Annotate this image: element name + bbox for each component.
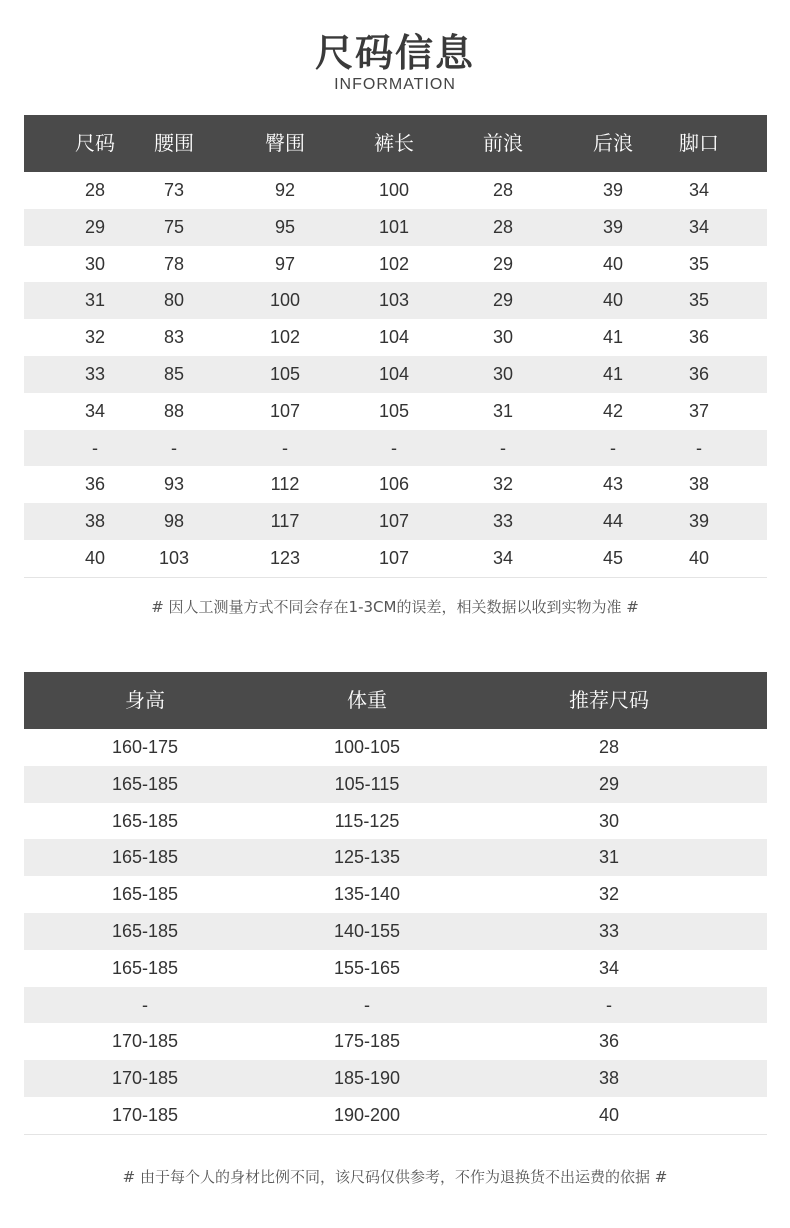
table-cell: 125-135 — [333, 847, 401, 868]
table-cell: 103 — [158, 547, 190, 568]
table-cell: 170-185 — [111, 1104, 179, 1125]
table-row — [24, 503, 767, 540]
table-cell: 36 — [598, 1031, 620, 1052]
table-cell: 40 — [602, 290, 624, 311]
table-cell: 28 — [492, 216, 514, 237]
table-cell: 102 — [269, 327, 301, 348]
table-cell: 85 — [163, 363, 185, 384]
table-cell: 73 — [163, 180, 185, 200]
table-cell: 175-185 — [333, 1031, 401, 1052]
table-header — [24, 115, 767, 172]
table-row — [24, 839, 767, 876]
table-cell: 40 — [84, 547, 106, 568]
table-cell: 29 — [492, 290, 514, 311]
table-cell: 37 — [688, 400, 710, 421]
table-cell: 75 — [163, 216, 185, 237]
table-cell: 135-140 — [333, 884, 401, 905]
table-cell: 33 — [492, 511, 514, 532]
table-cell: 34 — [598, 957, 620, 978]
table-cell: 83 — [163, 327, 185, 348]
table-row — [24, 430, 767, 467]
table-cell: 32 — [84, 327, 106, 348]
table-cell: 30 — [492, 363, 514, 384]
table-cell: 185-190 — [333, 1068, 401, 1089]
table-cell: 34 — [84, 400, 106, 421]
table-cell: 38 — [598, 1068, 620, 1089]
table-cell: 97 — [274, 253, 296, 274]
table-row — [24, 172, 767, 209]
table-cell: 38 — [688, 474, 710, 495]
table-cell: 41 — [602, 363, 624, 384]
table-cell: 45 — [602, 547, 624, 568]
column-header: 前浪 — [483, 131, 523, 155]
table-cell: 31 — [598, 847, 620, 868]
table-cell: 107 — [378, 547, 410, 568]
table-cell: 165-185 — [111, 773, 179, 794]
table-cell: 32 — [598, 884, 620, 905]
column-header: 腰围 — [154, 131, 194, 155]
table-cell: 123 — [269, 547, 301, 568]
column-header: 脚口 — [679, 131, 719, 155]
column-header: 推荐尺码 — [569, 688, 649, 712]
table-row — [24, 540, 767, 577]
table-cell: - — [282, 437, 288, 458]
table-cell: 38 — [84, 511, 106, 532]
table-cell: 29 — [492, 253, 514, 274]
column-header: 体重 — [347, 688, 387, 712]
table-row — [24, 766, 767, 803]
recommend-size-table — [24, 672, 767, 1135]
table-cell: 28 — [598, 737, 620, 757]
page-subtitle: INFORMATION — [334, 76, 456, 93]
table-cell: 29 — [84, 216, 106, 237]
table-cell: 140-155 — [333, 920, 401, 941]
column-header: 臀围 — [265, 131, 305, 155]
table-cell: - — [696, 437, 702, 458]
table-cell: 165-185 — [111, 884, 179, 905]
table-cell: 101 — [378, 216, 410, 237]
table-cell: 104 — [378, 363, 410, 384]
table-row — [24, 393, 767, 430]
table-cell: 88 — [163, 400, 185, 421]
table-bottom-divider — [24, 1134, 767, 1135]
table-cell: 160-175 — [111, 737, 179, 757]
table-cell: 105 — [269, 363, 301, 384]
reference-note: # 由于每个人的身材比例不同，该尺码仅供参考，不作为退换货不出运费的依据 # — [122, 1168, 668, 1186]
table-cell: 30 — [84, 253, 106, 274]
table-row — [24, 1097, 767, 1134]
table-cell: 32 — [492, 474, 514, 495]
table-cell: 165-185 — [111, 957, 179, 978]
table-cell: 115-125 — [334, 810, 400, 831]
table-cell: 105-115 — [334, 773, 400, 794]
table-cell: 30 — [598, 810, 620, 831]
table-cell: 40 — [602, 253, 624, 274]
table-cell: 190-200 — [333, 1104, 401, 1125]
table-row — [24, 987, 767, 1024]
table-cell: 117 — [270, 511, 300, 532]
column-header: 身高 — [125, 688, 165, 712]
table-cell: 103 — [378, 290, 410, 311]
table-cell: 40 — [688, 547, 710, 568]
table-cell: 29 — [598, 773, 620, 794]
table-cell: 93 — [163, 474, 185, 495]
table-cell: 170-185 — [111, 1068, 179, 1089]
table-cell: 80 — [163, 290, 185, 311]
table-cell: 30 — [492, 327, 514, 348]
table-row — [24, 466, 767, 503]
table-cell: 42 — [602, 400, 624, 421]
table-row — [24, 282, 767, 319]
table-cell: 39 — [602, 216, 624, 237]
table-cell: 100 — [269, 290, 301, 311]
table-row — [24, 1023, 767, 1060]
table-cell: 107 — [378, 511, 410, 532]
table-cell: 100 — [378, 180, 410, 200]
table-cell: 34 — [688, 216, 710, 237]
table-cell: 34 — [688, 180, 710, 200]
table-cell: 95 — [274, 216, 296, 237]
table-cell: 78 — [163, 253, 185, 274]
table-row — [24, 913, 767, 950]
table-cell: 100-105 — [333, 737, 401, 757]
table-cell: 44 — [602, 511, 624, 532]
table-cell: - — [606, 994, 612, 1015]
table-row — [24, 876, 767, 913]
table-row — [24, 729, 767, 766]
table-cell: 28 — [492, 180, 514, 200]
table-cell: 41 — [602, 327, 624, 348]
size-table — [24, 115, 767, 578]
table-cell: 155-165 — [333, 957, 401, 978]
table-cell: - — [92, 437, 98, 458]
table-cell: 31 — [492, 400, 514, 421]
table-cell: - — [171, 437, 177, 458]
table-header — [24, 672, 767, 729]
table-cell: 36 — [688, 327, 710, 348]
table-cell: 35 — [688, 253, 710, 274]
table-cell: 39 — [602, 180, 624, 200]
table-cell: 165-185 — [111, 847, 179, 868]
table-cell: 31 — [84, 290, 106, 311]
table-cell: 104 — [378, 327, 410, 348]
column-header: 裤长 — [374, 131, 414, 155]
table-cell: 43 — [602, 474, 624, 495]
table-cell: - — [610, 437, 616, 458]
table-cell: 33 — [84, 363, 106, 384]
column-header: 尺码 — [75, 131, 115, 155]
table-cell: 36 — [84, 474, 106, 495]
table-cell: 33 — [598, 920, 620, 941]
table-cell: 165-185 — [111, 810, 179, 831]
table-row — [24, 209, 767, 246]
table-cell: 165-185 — [111, 920, 179, 941]
table-cell: - — [364, 994, 370, 1015]
table-row — [24, 803, 767, 840]
table-cell: 40 — [598, 1104, 620, 1125]
table-cell: 34 — [492, 547, 514, 568]
table-cell: 102 — [378, 253, 410, 274]
table-cell: 92 — [274, 180, 296, 200]
table-cell: 105 — [378, 400, 410, 421]
table-cell: 98 — [163, 511, 185, 532]
table-cell: - — [391, 437, 397, 458]
page-title: 尺码信息 — [314, 31, 475, 75]
table-cell: - — [500, 437, 506, 458]
table-row — [24, 246, 767, 283]
table-row — [24, 950, 767, 987]
table-cell: 106 — [378, 474, 410, 495]
table-row — [24, 319, 767, 356]
table-bottom-divider — [24, 577, 767, 578]
table-cell: 39 — [688, 511, 710, 532]
table-cell: 28 — [84, 180, 106, 200]
column-header: 后浪 — [593, 131, 633, 155]
table-cell: 35 — [688, 290, 710, 311]
table-cell: 170-185 — [111, 1031, 179, 1052]
table-row — [24, 1060, 767, 1097]
table-cell: 112 — [270, 474, 300, 495]
table-row — [24, 356, 767, 393]
table-cell: 36 — [688, 363, 710, 384]
table-cell: 107 — [269, 400, 301, 421]
table-cell: - — [142, 994, 148, 1015]
measurement-note: # 因人工测量方式不同会存在1-3CM的误差，相关数据以收到实物为准 # — [151, 598, 639, 616]
